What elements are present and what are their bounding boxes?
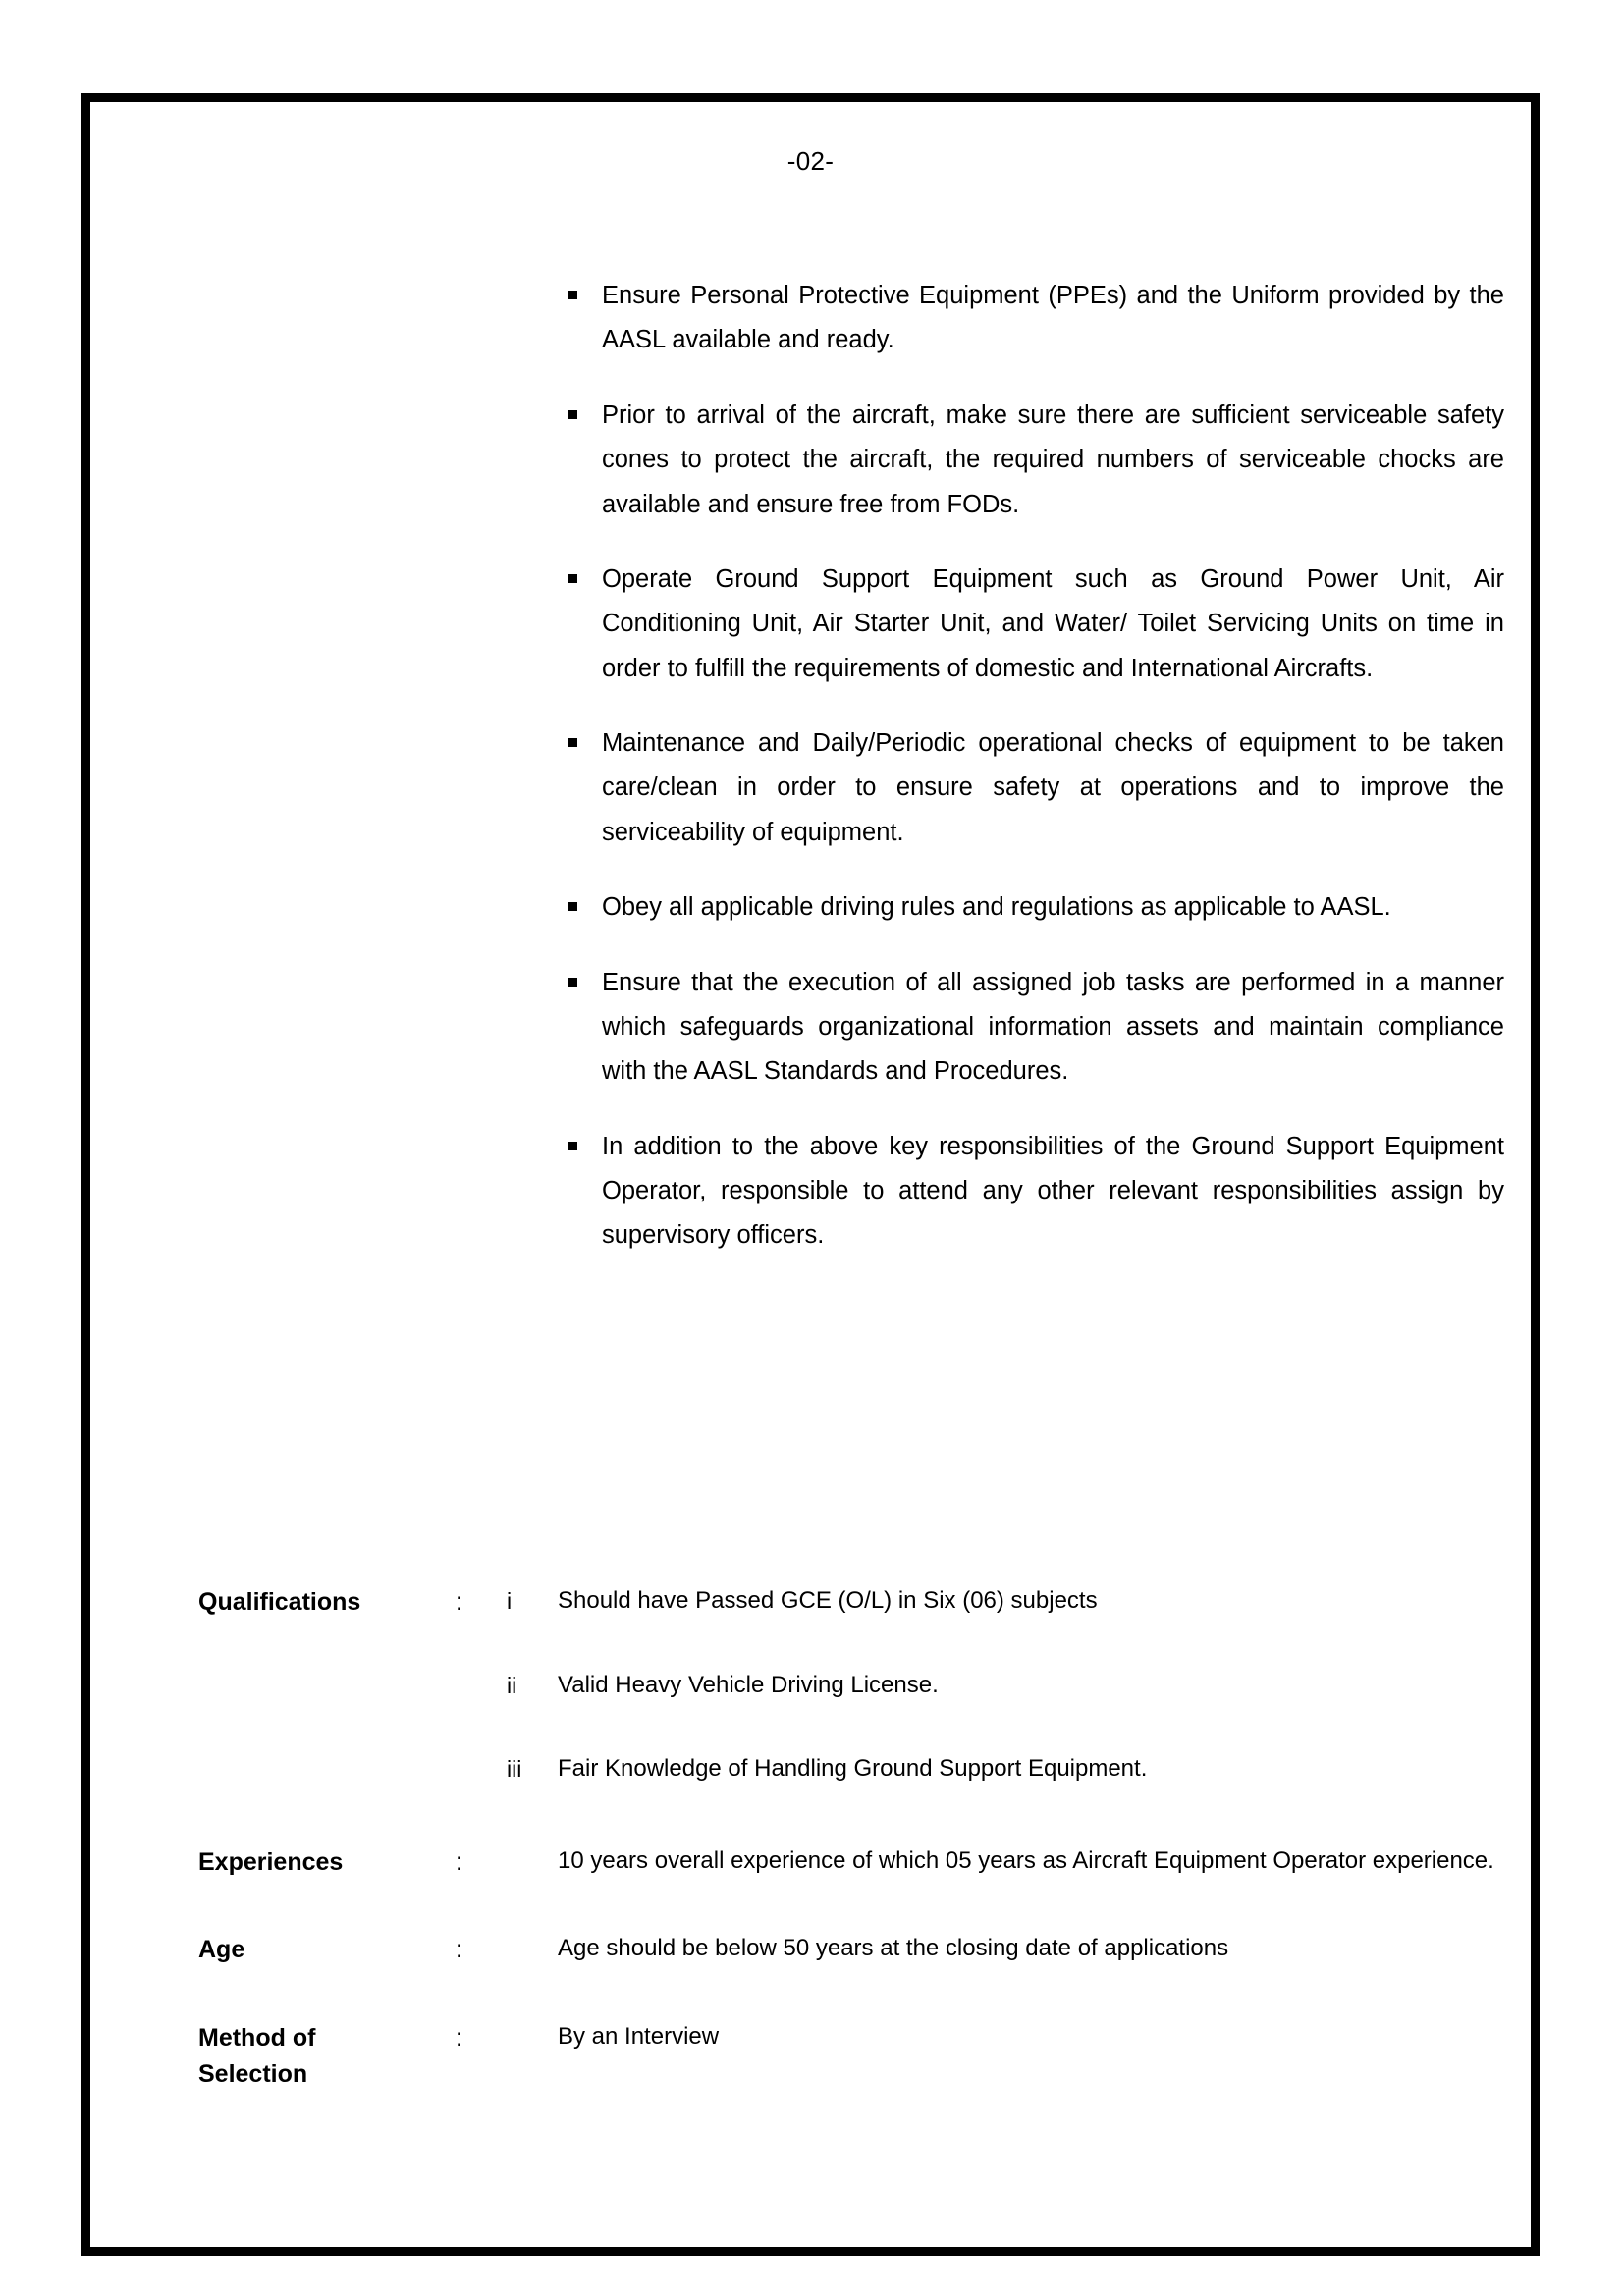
duty-text: Ensure that the execution of all assigned job tasks are performed in a manner which safeguards organizational information assets and maintain compliance with the AASL Standards and Procedures. [602,968,1504,1086]
page-content-area [90,102,1531,2247]
list-item [568,961,1504,1095]
table-row [198,1669,1514,1706]
duty-text: Operate Ground Support Equipment such as Ground Power Unit, Air Conditioning Unit, Air Starter Unit, and Water/ Toilet Servicing Units on time in order to fulfill the requirements of domestic and International Aircrafts. [602,564,1504,682]
qualification-item-text: Fair Knowledge of Handling Ground Support Equipment. [558,1755,1148,1782]
numeral-spacer [507,2020,558,2055]
duty-text: Maintenance and Daily/Periodic operational checks of equipment to be taken care/clean in order to ensure safety at operations and to improve the serviceability of equipment. [602,729,1504,846]
square-bullet-icon [568,410,577,419]
page-border-frame [81,93,1540,2256]
roman-numeral: i [507,1588,513,1614]
row-label [198,1584,456,1622]
list-item [568,274,1504,363]
experiences-value: 10 years overall experience of which 05 years as Aircraft Equipment Operator experience. [558,1846,1494,1874]
age-label: Age [198,1936,245,1963]
duties-list [568,274,1504,1258]
row-label [198,2020,456,2094]
duty-text: Prior to arrival of the aircraft, make sure there are sufficient serviceable safety cones to protect the aircraft, the required numbers of serviceable chocks are available and ensure free from FODs. [602,400,1504,518]
list-item [568,885,1504,930]
row-label [198,1844,456,1882]
experiences-label: Experiences [198,1847,344,1876]
table-row [198,1752,1514,1789]
numeral-spacer [507,1932,558,1966]
row-colon: : [456,1936,462,1963]
roman-numeral: iii [507,1756,522,1782]
list-item [568,1125,1504,1258]
duty-text: In addition to the above key responsibilities of the Ground Support Equipment Operator, responsible to attend any other relevant responsibilities assign by supervisory officers. [602,1132,1504,1250]
row-label [198,1932,456,1969]
square-bullet-icon [568,738,577,747]
square-bullet-icon [568,1142,577,1150]
qualification-item-text: Should have Passed GCE (O/L) in Six (06) subjects [558,1587,1098,1614]
requirements-table [198,1584,1514,2094]
method-of-selection-label-line1: Method of [198,2023,316,2052]
list-item [568,721,1504,855]
table-row [198,1584,1514,1622]
square-bullet-icon [568,574,577,583]
duty-text: Obey all applicable driving rules and regulations as applicable to AASL. [602,893,1391,922]
age-value: Age should be below 50 years at the closing date of applications [558,1935,1229,1961]
row-colon: : [456,1847,462,1876]
square-bullet-icon [568,291,577,299]
row-colon: : [456,2023,462,2052]
list-item [568,558,1504,691]
table-row [198,1844,1514,1882]
table-row [198,1932,1514,1969]
roman-numeral: ii [507,1672,517,1698]
qualifications-label: Qualifications [198,1588,361,1616]
duty-text: Ensure Personal Protective Equipment (PPEs) and the Uniform provided by the AASL available and ready. [602,282,1504,354]
qualification-item-text: Valid Heavy Vehicle Driving License. [558,1671,939,1698]
method-of-selection-label-line2: Selection [198,2060,308,2088]
square-bullet-icon [568,902,577,911]
list-item [568,394,1504,527]
page-number: -02- [786,146,835,176]
square-bullet-icon [568,978,577,987]
method-of-selection-value: By an Interview [558,2022,720,2050]
table-row [198,2020,1514,2094]
row-colon: : [456,1588,462,1616]
numeral-spacer [507,1844,558,1879]
